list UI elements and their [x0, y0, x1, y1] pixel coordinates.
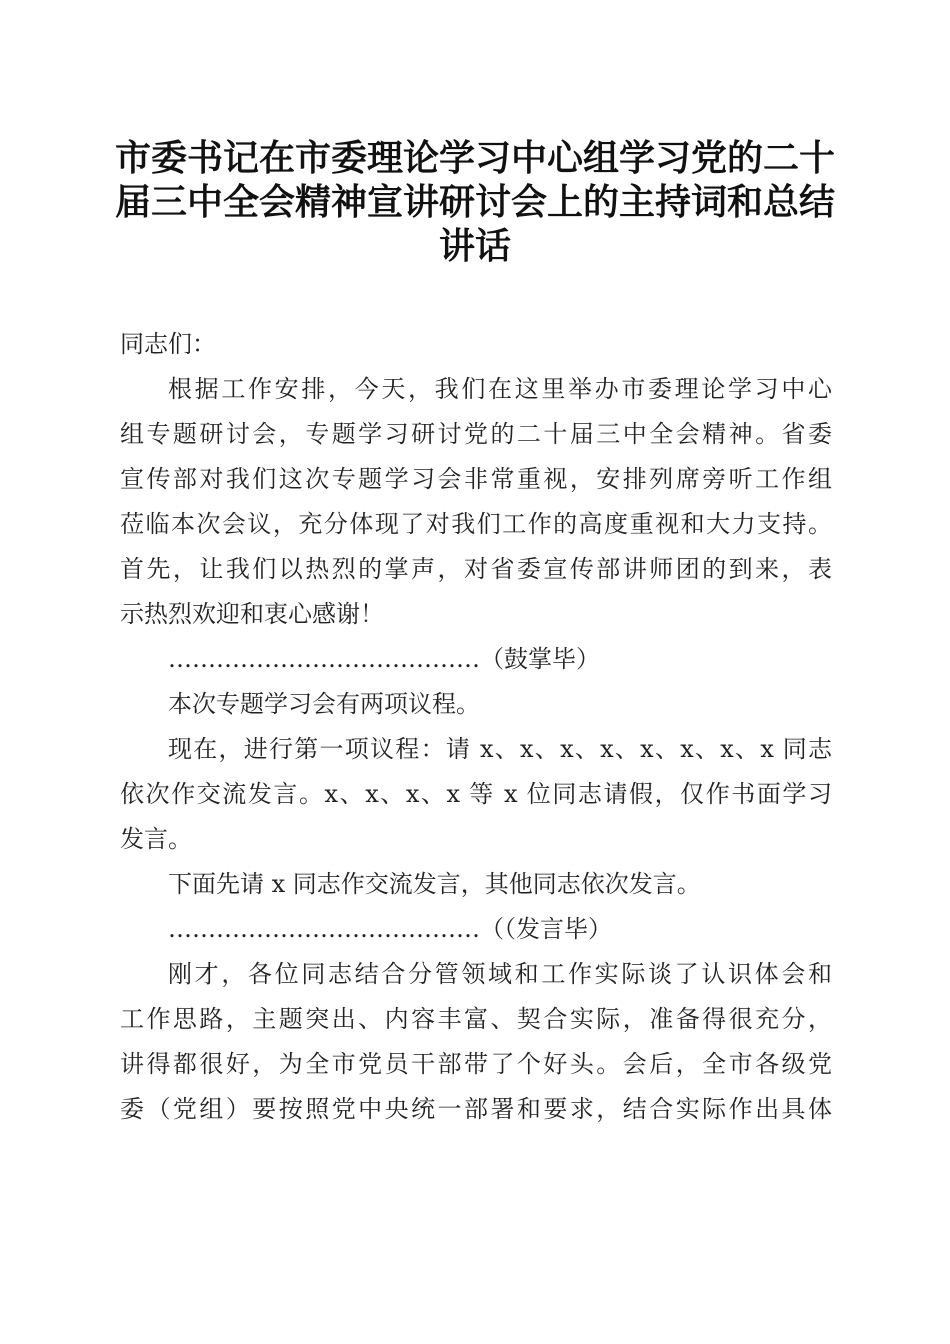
document-body — [120, 322, 832, 1132]
paragraph-line: 现在，进行第一项议程：请 x、x、x、x、x、x、x、x 同志 — [168, 735, 832, 763]
paragraph-line: 首先，让我们以热烈的掌声，对省委宣传部讲师团的到来，表 — [120, 555, 832, 583]
document-title — [100, 136, 850, 268]
paragraph-line: 根据工作安排，今天，我们在这里举办市委理论学习中心 — [168, 375, 832, 403]
paragraph-line: 讲得都很好，为全市党员干部带了个好头。会后，全市各级党 — [120, 1050, 832, 1078]
agenda-intro: 本次专题学习会有两项议程。 — [168, 690, 480, 718]
speaker-intro: 下面先请 x 同志作交流发言，其他同志依次发言。 — [168, 870, 701, 898]
paragraph-line: 莅临本次会议，充分体现了对我们工作的高度重视和大力支持。 — [120, 510, 832, 538]
title-line: 市委书记在市委理论学习中心组学习党的二十 — [114, 137, 835, 179]
paragraph-line: 组专题研讨会，专题学习研讨党的二十届三中全会精神。省委 — [120, 420, 832, 448]
paragraph-line: 委（党组）要按照党中央统一部署和要求，结合实际作出具体 — [120, 1095, 832, 1123]
title-line: 讲话 — [438, 225, 511, 267]
salutation: 同志们： — [120, 330, 216, 358]
stage-note-speech-end: …………………………………（（发言毕） — [168, 915, 612, 943]
paragraph-line: 刚才，各位同志结合分管领域和工作实际谈了认识体会和 — [168, 960, 832, 988]
paragraph-line: 示热烈欢迎和衷心感谢！ — [120, 600, 384, 628]
stage-note-applause: …………………………………（鼓掌毕） — [168, 645, 600, 673]
paragraph-line: 宣传部对我们这次专题学习会非常重视，安排列席旁听工作组 — [120, 465, 832, 493]
paragraph-line: 发言。 — [120, 825, 192, 853]
paragraph-line: 工作思路，主题突出、内容丰富、契合实际，准备得很充分， — [120, 1005, 832, 1033]
paragraph-line: 依次作交流发言。x、x、x、x 等 x 位同志请假，仅作书面学习 — [120, 780, 832, 808]
title-line: 届三中全会精神宣讲研讨会上的主持词和总结 — [114, 181, 835, 223]
